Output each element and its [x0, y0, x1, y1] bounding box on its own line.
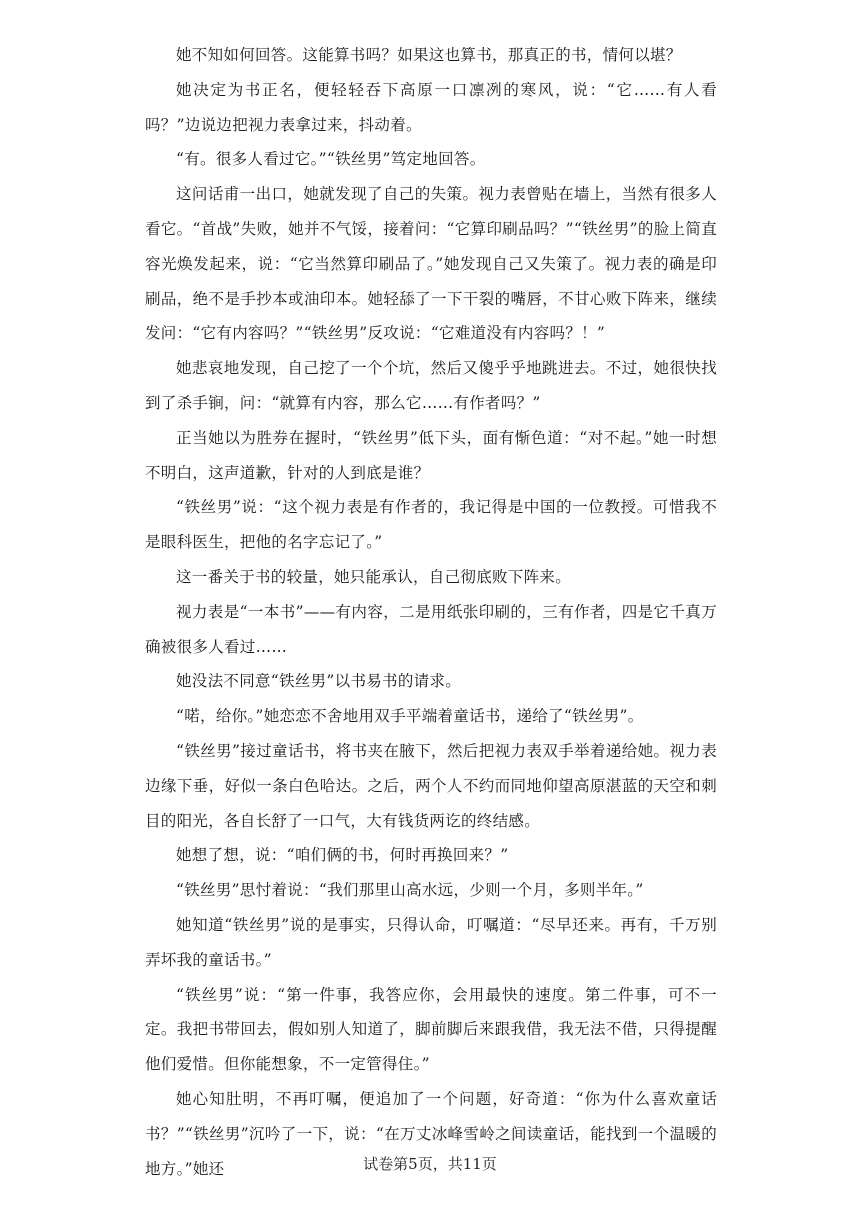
paragraph: 视力表是“一本书”——有内容，二是用纸张印刷的，三有作者，四是它千真万确被很多人看过……: [145, 602, 717, 656]
paragraph: “铁丝男”说：“第一件事，我答应你，会用最快的速度。第二件事，可不一定。我把书带回去，假如别人知道了，脚前脚后来跟我借，我无法不借，只得提醒他们爱惜。但你能想象，不一定管得住。”: [145, 985, 717, 1074]
paragraph: 她知道“铁丝男”说的是事实，只得认命，叮嘱道：“尽早还来。再有，千万别弄坏我的童话书。”: [145, 915, 717, 969]
paragraph: 这问话甫一出口，她就发现了自己的失策。视力表曾贴在墙上，当然有很多人看它。“首战”失败，她并不气馁，接着问：“它算印刷品吗？”“铁丝男”的脸上简直容光焕发起来，说：“它当然算印刷品了。”她发现自己又失策了。视力表的确是印刷品，绝不是手抄本或油印本。她轻舔了一下干裂的嘴唇，不甘心败下阵来，继续发问：“它有内容吗？”“铁丝男”反攻说：“它难道没有内容吗？！”: [145, 185, 717, 343]
paragraph: “喏，给你。”她恋恋不舍地用双手平端着童话书，递给了“铁丝男”。: [176, 707, 644, 726]
page-footer: 试卷第5页，共11页: [363, 1155, 497, 1173]
paragraph: 她想了想，说：“咱们俩的书，何时再换回来？”: [176, 846, 509, 865]
paragraph: “有。很多人看过它。”“铁丝男”笃定地回答。: [176, 150, 486, 169]
paragraph: “铁丝男”思忖着说：“我们那里山高水远，少则一个月，多则半年。”: [176, 881, 644, 900]
paragraph: 她悲哀地发现，自己挖了一个个坑，然后又傻乎乎地跳进去。不过，她很快找到了杀手锏，问：“就算有内容，那么它……有作者吗？”: [145, 359, 717, 412]
paragraph: 她心知肚明，不再叮嘱，便追加了一个问题，好奇道：“你为什么喜欢童话书？”“铁丝男”沉吟了一下，说：“在万丈冰峰雪岭之间读童话，能找到一个温暖的地方。”她还: [145, 1089, 717, 1178]
paragraph: 这一番关于书的较量，她只能承认，自己彻底败下阵来。: [176, 567, 572, 586]
paragraph: “铁丝男”接过童话书，将书夹在腋下，然后把视力表双手举着递给她。视力表边缘下垂，好似一条白色哈达。之后，两个人不约而同地仰望高原湛蓝的天空和刺目的阳光，各自长舒了一口气，大有钱货两讫的终结感。: [145, 741, 717, 830]
paragraph: 她决定为书正名，便轻轻吞下高原一口凛冽的寒风，说：“它……有人看吗？”边说边把视力表拿过来，抖动着。: [145, 80, 717, 134]
paragraph: “铁丝男”说：“这个视力表是有作者的，我记得是中国的一位教授。可惜我不是眼科医生，把他的名字忘记了。”: [145, 498, 717, 552]
article-body: [145, 38, 717, 1186]
paragraph: 她没法不同意“铁丝男”以书易书的请求。: [176, 672, 462, 691]
paragraph: 正当她以为胜券在握时，“铁丝男”低下头，面有惭色道：“对不起。”她一时想不明白，这声道歉，针对的人到底是谁？: [145, 428, 717, 482]
paragraph: 她不知如何回答。这能算书吗？如果这也算书，那真正的书，情何以堪？: [176, 46, 682, 64]
